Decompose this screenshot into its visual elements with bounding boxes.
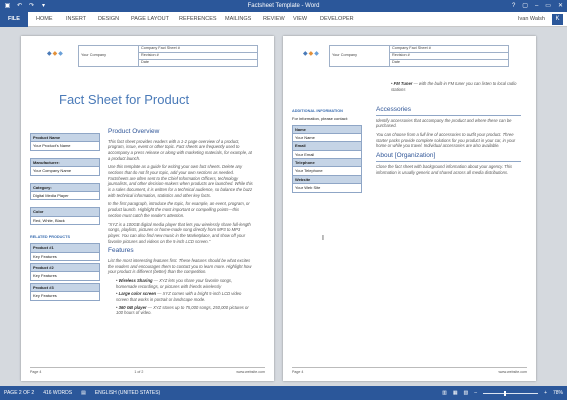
sidebar-value-manufacturer[interactable]: Your Company Name — [30, 167, 100, 175]
language[interactable]: ENGLISH (UNITED STATES) — [94, 390, 161, 396]
accessories-para-1[interactable]: Identify accessories that accompany the product and where these can be purchased. — [376, 117, 512, 129]
minimize-button[interactable]: – — [534, 3, 539, 9]
ribbon-display-button[interactable]: ▢ — [522, 3, 528, 9]
status-right — [442, 386, 563, 400]
footer-page: Page 4 — [30, 370, 42, 375]
company-logo-arrows: ◆ ◆ ◆ — [303, 51, 319, 57]
tab-design[interactable]: DESIGN — [98, 16, 120, 22]
sidebar-value-product-name[interactable]: Your Product's Name — [30, 142, 100, 150]
about-heading: About [Organization] — [376, 152, 521, 162]
status-bar — [0, 386, 567, 400]
sidebar-value-category[interactable]: Digital Media Player — [30, 192, 100, 200]
related-label-2: Product #2 — [30, 263, 100, 272]
feature-item[interactable]: • Large color screen — XYZ comes with a bright 5-inch LCD video screen that works in portrait or landscape mode. — [116, 291, 242, 302]
sidebar-label-manufacturer: Manufacturer: — [30, 158, 100, 167]
sidebar-label-category: Category: — [30, 183, 100, 192]
feature-name: Large color screen — [118, 291, 157, 297]
tab-developer[interactable]: DEVELOPER — [320, 16, 354, 22]
read-mode-icon[interactable]: ▥ — [442, 390, 447, 396]
fm-tuner-item[interactable]: • FM Tuner — with the built-in FM tuner you can listen to local radio stations — [391, 81, 517, 92]
sidebar-label-color: Color — [30, 207, 100, 216]
contact-value-website[interactable]: Your Web Site — [292, 184, 362, 192]
header-row-factsheet: Company Fact Sheet # — [139, 46, 258, 53]
header-row-revision: Revision # — [139, 53, 258, 60]
undo-icon[interactable]: ↶ — [16, 3, 23, 9]
help-button[interactable]: ? — [511, 3, 516, 9]
contact-label-website: Website — [292, 176, 362, 184]
product-sidebar — [30, 128, 100, 301]
overview-heading: Product Overview — [108, 128, 160, 135]
main-column — [108, 128, 253, 318]
tab-references[interactable]: REFERENCES — [179, 16, 217, 22]
header-row-date: Date — [139, 60, 258, 67]
contact-value-telephone[interactable]: Your Telephone — [292, 167, 362, 175]
print-layout-icon[interactable]: ▦ — [452, 390, 458, 396]
tab-view[interactable]: VIEW — [293, 16, 308, 22]
footer-site: www.website.com — [498, 370, 527, 375]
sidebar-label-product-name: Product Name — [30, 133, 100, 142]
accessories-heading: Accessories — [376, 106, 521, 116]
avatar[interactable]: K — [552, 14, 563, 25]
tab-home[interactable]: HOME — [36, 16, 53, 22]
page-footer — [30, 367, 265, 375]
feature-item[interactable]: • 360 GB player — XYZ stores up to 75,000 songs, 250,000 pictures or 100 hours of video. — [116, 304, 249, 316]
header-table — [329, 45, 509, 67]
footer-page-of: 1 of 2 — [134, 370, 144, 375]
overview-para-2[interactable]: Use this template as a guide for writing your own fact sheets. Delete any sections that do not fit your topic, add your own sections as needed. Factsheets are often sent to the Chief Information Officers, technology journalists, and other decision-makers when products are launched. While this is a sales document, it is written for a technical audience, so balance the buzz with technical information, statistics and other key facts. — [108, 164, 253, 198]
contact-value-name[interactable]: Your Name — [292, 134, 362, 142]
header-row-factsheet: Company Fact Sheet # — [390, 46, 509, 53]
feature-name: FM Tuner — [393, 81, 413, 86]
contact-value-email[interactable]: Your Email — [292, 151, 362, 159]
related-value-3[interactable]: Key Features — [30, 292, 100, 300]
feature-text: — XYZ comes with a bright 5-inch LCD video screen that works in portrait or landscape mode. — [116, 291, 242, 302]
zoom-slider[interactable] — [483, 393, 538, 394]
footer-site: www.website.com — [236, 370, 265, 375]
window-title: Factsheet Template - Word — [247, 3, 320, 9]
page-count[interactable]: PAGE 2 OF 2 — [4, 390, 35, 396]
company-logo-arrows: ◆ ◆ ◆ — [47, 51, 63, 57]
window-controls — [512, 0, 563, 12]
page-footer — [292, 367, 527, 375]
related-value-1[interactable]: Key Features — [30, 253, 100, 261]
header-row-date: Date — [390, 60, 509, 67]
proofing-icon[interactable]: ▤ — [81, 390, 86, 396]
word-count[interactable]: 416 WORDS — [43, 390, 73, 396]
related-label-3: Product #3 — [30, 283, 100, 292]
feature-text: — XYZ lets you share your favorite songs, homemade recordings, or pictures with friends wirelessly — [116, 277, 233, 289]
web-layout-icon[interactable]: ▧ — [463, 390, 469, 396]
contact-label-name: Name — [292, 125, 362, 134]
header-row-revision: Revision # — [390, 53, 509, 60]
zoom-level[interactable]: 78% — [552, 390, 563, 396]
header-company: Your Company — [79, 46, 139, 67]
related-products-heading: RELATED PRODUCTS — [30, 235, 71, 240]
tab-file[interactable]: FILE — [0, 12, 28, 27]
customize-qat-icon[interactable]: ▾ — [41, 3, 45, 9]
contact-intro: For information, please contact: — [292, 116, 349, 122]
contact-label-email: Email — [292, 142, 362, 150]
features-intro[interactable]: List the most interesting features first. These features should be what excites the readers and encourages them to contact you to learn more. Highlight how your product is different (better) than the competition. — [108, 257, 252, 275]
document-area[interactable] — [0, 27, 567, 386]
tab-insert[interactable]: INSERT — [66, 16, 87, 22]
tab-mailings[interactable]: MAILINGS — [225, 16, 252, 22]
feature-text: — XYZ stores up to 75,000 songs, 250,000 pictures or 100 hours of video. — [116, 304, 249, 316]
zoom-out-button[interactable]: – — [474, 390, 478, 396]
features-heading: Features — [108, 247, 134, 255]
page-1[interactable] — [21, 36, 274, 381]
status-left — [4, 386, 160, 400]
about-para[interactable]: Close the fact sheet with background information about your agency. This information is usually generic and shared across all media distributions. — [376, 163, 513, 175]
contact-label-telephone: Telephone — [292, 159, 362, 167]
overview-para-3[interactable]: In the first paragraph, introduce the topic, for example, an event, program, or product launch. Highlight the most important or compelling points—this section must catch the reader's attention. — [108, 201, 250, 218]
zoom-in-button[interactable]: + — [544, 390, 547, 396]
user-name[interactable]: Ivan Walsh — [517, 16, 545, 22]
ribbon-tabs — [0, 12, 567, 27]
feature-item[interactable]: • Wireless Sharing — XYZ lets you share your favorite songs, homemade recordings, or pictures with friends wirelessly — [116, 277, 233, 289]
close-button[interactable]: ✕ — [557, 3, 563, 9]
title-bar — [0, 0, 567, 12]
text-cursor-icon: I — [322, 235, 324, 242]
page-title: Fact Sheet for Product — [59, 92, 190, 107]
feature-name: 360 GB player — [118, 304, 147, 310]
tab-review[interactable]: REVIEW — [263, 16, 285, 22]
zoom-slider-knob[interactable] — [504, 391, 506, 396]
footer-page: Page 4 — [292, 370, 304, 375]
tab-page-layout[interactable]: PAGE LAYOUT — [131, 16, 170, 22]
sidebar-value-color[interactable]: Red, White, Black — [30, 217, 100, 225]
contact-sidebar — [292, 109, 362, 193]
feature-name: Wireless Sharing — [118, 277, 153, 283]
additional-info-heading: ADDITIONAL INFORMATION — [292, 109, 343, 113]
header-company: Your Company — [330, 46, 390, 67]
header-table — [78, 45, 258, 67]
overview-para-1[interactable]: This fact sheet provides readers with a 1-2 page overview of a product, program, issue, event or other topic. Fact sheets are frequently used to accompany a press release or along with marketing materials, for example, at a product launch. — [108, 138, 252, 161]
feature-text: — with the built-in FM tuner you can listen to local radio stations — [391, 81, 517, 92]
redo-icon[interactable]: ↷ — [28, 3, 35, 9]
overview-para-4[interactable]: "XYZ is a 100GB digital media player that lets you wirelessly share full-length songs, playlists, pictures or home-made song directly from MP3 to MP3 player. You can also find new music in the Marketplace, and show off your favorite pictures and videos on the 5-inch LCD screen." — [108, 221, 251, 244]
page-2[interactable] — [283, 36, 536, 381]
related-label-1: Product #1 — [30, 243, 100, 252]
main-column — [376, 103, 521, 178]
restore-button[interactable]: ▭ — [545, 3, 551, 9]
related-value-2[interactable]: Key Features — [30, 272, 100, 280]
save-icon[interactable]: ▣ — [4, 3, 11, 9]
accessories-para-2[interactable]: You can choose from a full line of accessories to outfit your product. Three starter packs provide complete solutions for you product in your car, in your home or while you travel. Individual accessories are also available. — [376, 132, 516, 149]
